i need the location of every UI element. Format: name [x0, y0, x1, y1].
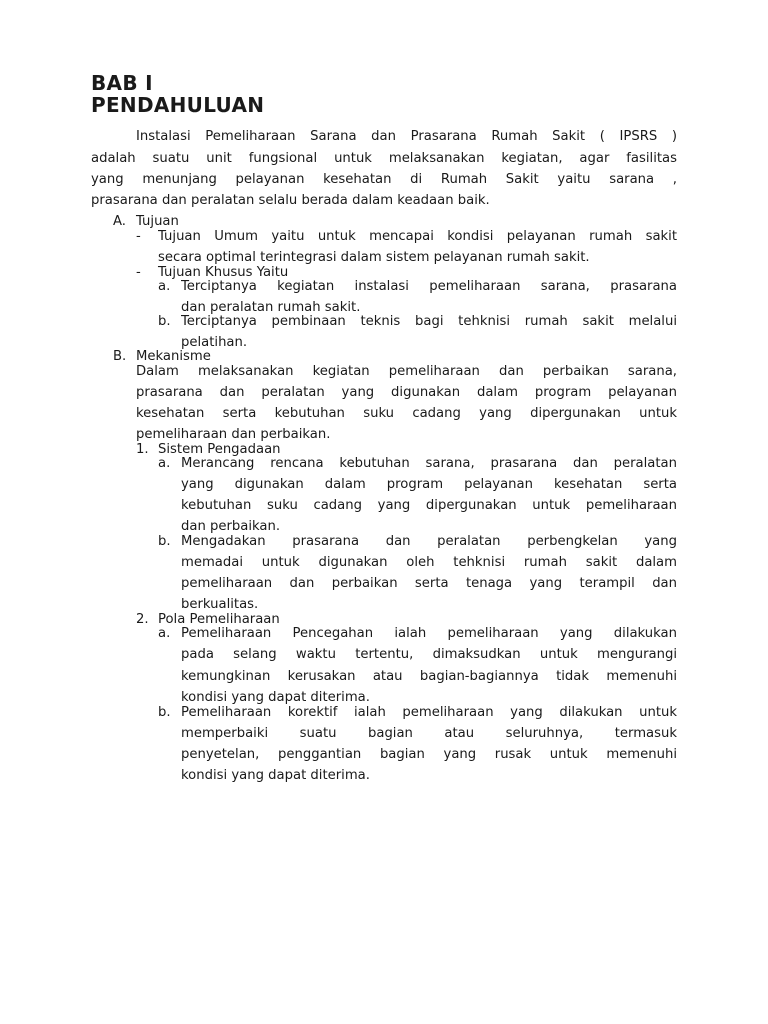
list-item-line: pemeliharaan dan perbaikan serta tenaga yang terampil dan: [181, 576, 677, 591]
subsection-heading: Sistem Pengadaan: [158, 442, 281, 457]
intro-line: Instalasi Pemeliharaan Sarana dan Prasarana Rumah Sakit ( IPSRS ): [136, 129, 677, 144]
section-a-marker: A.: [113, 214, 126, 229]
subsection-marker: 1.: [136, 442, 149, 457]
subsection-heading: Pola Pemeliharaan: [158, 612, 280, 627]
list-item-line: yang digunakan dalam program pelayanan kesehatan serta: [181, 477, 677, 492]
list-item-line: Merancang rencana kebutuhan sarana, prasarana dan peralatan: [181, 456, 677, 471]
list-item-line: Terciptanya pembinaan teknis bagi tehknisi rumah sakit melalui: [181, 314, 677, 329]
intro-line: prasarana dan peralatan selalu berada dalam keadaan baik.: [91, 193, 490, 208]
mekanisme-line: pemeliharaan dan perbaikan.: [136, 427, 331, 442]
list-item-line: dan perbaikan.: [181, 519, 281, 534]
subsection-marker: 2.: [136, 612, 149, 627]
item-marker: a.: [158, 626, 171, 641]
item-marker: a.: [158, 279, 171, 294]
list-item-line: kebutuhan suku cadang yang dipergunakan untuk pemeliharaan: [181, 498, 677, 513]
bullet-dash: -: [136, 229, 141, 244]
item-marker: b.: [158, 314, 171, 329]
intro-line: yang menunjang pelayanan kesehatan di Rumah Sakit yaitu sarana ,: [91, 172, 677, 187]
chapter-title: PENDAHULUAN: [91, 93, 265, 117]
mekanisme-line: prasarana dan peralatan yang digunakan dalam program pelayanan: [136, 385, 677, 400]
list-item-line: Terciptanya kegiatan instalasi pemeliharaan sarana, prasarana: [181, 279, 677, 294]
list-item-line: Mengadakan prasarana dan peralatan perbengkelan yang: [181, 534, 677, 549]
bullet-dash: -: [136, 265, 141, 280]
list-item-line: dan peralatan rumah sakit.: [181, 300, 361, 315]
list-item-line: kondisi yang dapat diterima.: [181, 768, 370, 783]
tujuan-umum-line: Tujuan Umum yaitu untuk mencapai kondisi pelayanan rumah sakit: [158, 229, 677, 244]
list-item-line: Pemeliharaan Pencegahan ialah pemeliharaan yang dilakukan: [181, 626, 677, 641]
section-b-heading: Mekanisme: [136, 349, 211, 364]
item-marker: b.: [158, 534, 171, 549]
list-item-line: kemungkinan kerusakan atau bagian-bagiannya tidak memenuhi: [181, 669, 677, 684]
list-item-line: pelatihan.: [181, 335, 248, 350]
chapter-number: BAB I: [91, 71, 153, 95]
list-item-line: Pemeliharaan korektif ialah pemeliharaan yang dilakukan untuk: [181, 705, 677, 720]
list-item-line: pada selang waktu tertentu, dimaksudkan untuk mengurangi: [181, 647, 677, 662]
item-marker: a.: [158, 456, 171, 471]
list-item-line: kondisi yang dapat diterima.: [181, 690, 370, 705]
list-item-line: penyetelan, penggantian bagian yang rusak untuk memenuhi: [181, 747, 677, 762]
mekanisme-line: kesehatan serta kebutuhan suku cadang yang dipergunakan untuk: [136, 406, 677, 421]
tujuan-umum-line: secara optimal terintegrasi dalam sistem pelayanan rumah sakit.: [158, 250, 590, 265]
mekanisme-line: Dalam melaksanakan kegiatan pemeliharaan dan perbaikan sarana,: [136, 364, 677, 379]
section-a-heading: Tujuan: [136, 214, 179, 229]
section-b-marker: B.: [113, 349, 127, 364]
intro-line: adalah suatu unit fungsional untuk melaksanakan kegiatan, agar fasilitas: [91, 151, 677, 166]
list-item-line: berkualitas.: [181, 597, 259, 612]
list-item-line: memadai untuk digunakan oleh tehknisi rumah sakit dalam: [181, 555, 677, 570]
item-marker: b.: [158, 705, 171, 720]
tujuan-khusus-heading: Tujuan Khusus Yaitu: [158, 265, 289, 280]
list-item-line: memperbaiki suatu bagian atau seluruhnya, termasuk: [181, 726, 677, 741]
